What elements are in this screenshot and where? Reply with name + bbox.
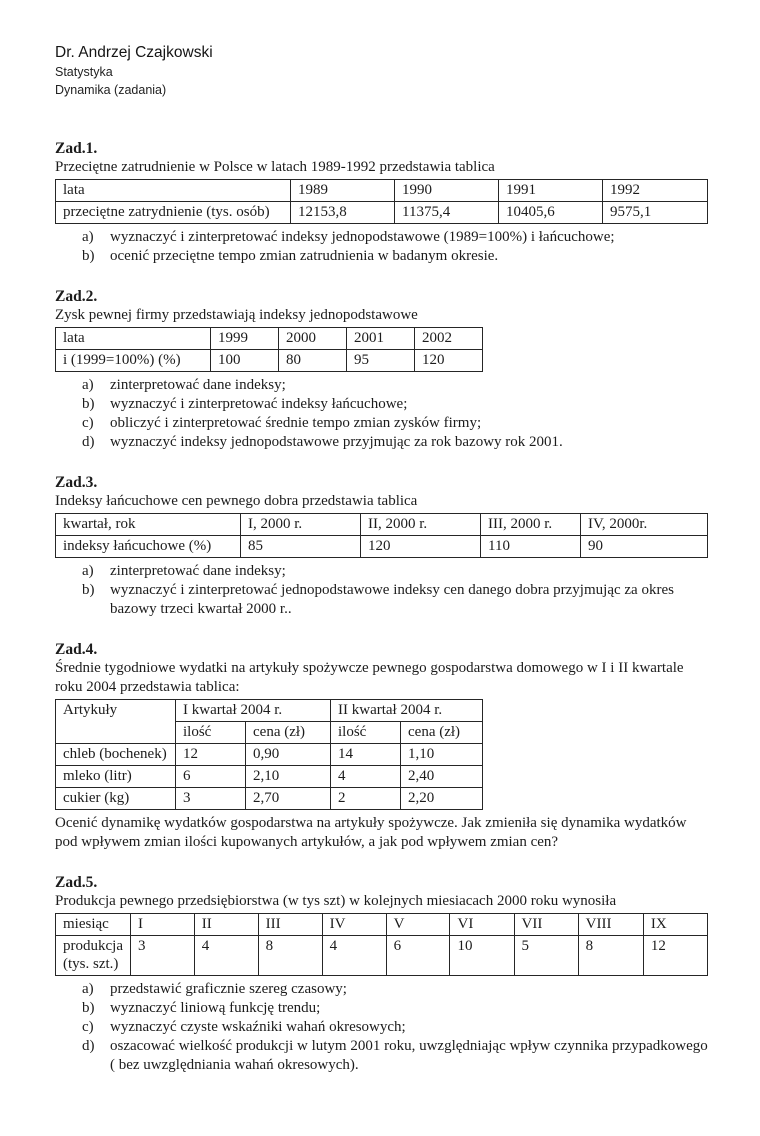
task-title: Zad.3. [55, 474, 98, 491]
table-cell: 12153,8 [291, 202, 395, 224]
table-header-cell: I [130, 914, 194, 936]
task-section-4 [55, 640, 708, 852]
list-item-text: wyznaczyć i zinterpretować indeksy łańcuchowe; [110, 396, 408, 412]
row-label-line: (tys. szt.) [63, 956, 119, 972]
list-item [82, 395, 708, 414]
task-section-5 [55, 873, 708, 1075]
table-header-cell: VI [450, 914, 514, 936]
list-item-text: wyznaczyć i zinterpretować indeksy jednopodstawowe (1989=100%) i łańcuchowe; [110, 229, 615, 245]
table-header-cell: 1989 [291, 180, 395, 202]
task4-table [55, 699, 483, 810]
table-cell: 4 [331, 766, 401, 788]
table-cell: 8 [258, 936, 322, 976]
list-item [82, 247, 708, 266]
table-header-cell: II [194, 914, 258, 936]
list-item [82, 581, 708, 619]
list-item [82, 999, 708, 1018]
table-header-cell: ilość [331, 722, 401, 744]
list-marker: d) [82, 434, 95, 450]
list-item [82, 376, 708, 395]
table-cell: 10405,6 [499, 202, 603, 224]
table-cell: 9575,1 [603, 202, 708, 224]
list-item-text: przedstawić graficznie szereg czasowy; [110, 981, 347, 997]
table-cell: 5 [514, 936, 578, 976]
table-cell: 2 [331, 788, 401, 810]
task-list [55, 228, 708, 266]
task5-table [55, 913, 708, 976]
list-marker: b) [82, 248, 95, 264]
table-cell: 6 [176, 766, 246, 788]
list-marker: b) [82, 1000, 95, 1016]
table-cell: 95 [347, 350, 415, 372]
table-header-cell: 2000 [279, 328, 347, 350]
table-header-cell: 1992 [603, 180, 708, 202]
table-cell: 2,70 [246, 788, 331, 810]
topic-line: Dynamika (zadania) [55, 83, 167, 97]
table-header-cell: ilość [176, 722, 246, 744]
table-row [56, 788, 483, 810]
table-cell: 6 [386, 936, 450, 976]
table-cell: i (1999=100%) (%) [56, 350, 211, 372]
table-row [56, 328, 483, 350]
table-cell: 120 [361, 536, 481, 558]
table-header-cell: III [258, 914, 322, 936]
table-cell: 3 [176, 788, 246, 810]
table-header-cell: kwartał, rok [56, 514, 241, 536]
table-row [56, 936, 708, 976]
table-header-cell: IX [643, 914, 707, 936]
table-cell: 2,40 [401, 766, 483, 788]
table-row-label [56, 936, 131, 976]
table-cell: przeciętne zatrydnienie (tys. osób) [56, 202, 291, 224]
table-row [56, 202, 708, 224]
table-cell: 8 [578, 936, 643, 976]
task-title: Zad.2. [55, 288, 98, 305]
table-cell: indeksy łańcuchowe (%) [56, 536, 241, 558]
task-list [55, 376, 708, 452]
table-row [56, 536, 708, 558]
list-item [82, 562, 708, 581]
row-label-line: produkcja [63, 938, 123, 954]
table-cell: 80 [279, 350, 347, 372]
table-header-cell: VII [514, 914, 578, 936]
table-cell: 0,90 [246, 744, 331, 766]
table-cell: mleko (litr) [56, 766, 176, 788]
table-cell: 4 [322, 936, 386, 976]
list-item [82, 228, 708, 247]
list-item-text: wyznaczyć i zinterpretować jednopodstawowe indeksy cen danego dobra przyjmując za okres bazowy trzeci kwartał 2000 r.. [110, 582, 674, 617]
table-row [56, 180, 708, 202]
task-title: Zad.1. [55, 140, 98, 157]
table-header-cell: IV [322, 914, 386, 936]
table-cell: 1,10 [401, 744, 483, 766]
table-header-cell: cena (zł) [246, 722, 331, 744]
table-header-cell: Artykuły [56, 700, 176, 744]
table-cell: cukier (kg) [56, 788, 176, 810]
list-marker: c) [82, 415, 94, 431]
list-item [82, 980, 708, 999]
list-marker: c) [82, 1019, 94, 1035]
table-header-cell: II kwartał 2004 r. [331, 700, 483, 722]
list-item-text: oszacować wielkość produkcji w lutym 2001 roku, uwzględniając wpływ czynnika przypadkowego ( bez uwzględniania wahań okresowych). [110, 1038, 708, 1073]
task-section-2 [55, 287, 708, 452]
task-section-3 [55, 473, 708, 619]
task-intro: Przeciętne zatrudnienie w Polsce w latach 1989-1992 przedstawia tablica [55, 159, 495, 175]
table-row [56, 514, 708, 536]
table-header-cell: III, 2000 r. [481, 514, 581, 536]
task-intro: Indeksy łańcuchowe cen pewnego dobra przedstawia tablica [55, 493, 418, 509]
list-marker: b) [82, 396, 95, 412]
table-cell: 2,10 [246, 766, 331, 788]
list-item [82, 414, 708, 433]
list-item-text: ocenić przeciętne tempo zmian zatrudnienia w badanym okresie. [110, 248, 499, 264]
table-header-cell: miesiąc [56, 914, 131, 936]
table-header-cell: 1999 [211, 328, 279, 350]
task1-table [55, 179, 708, 224]
table-cell: 4 [194, 936, 258, 976]
author-line: Dr. Andrzej Czajkowski [55, 44, 213, 61]
table-header-cell: 2001 [347, 328, 415, 350]
list-marker: a) [82, 981, 94, 997]
table-row [56, 700, 483, 722]
task-list [55, 980, 708, 1075]
table-cell: 110 [481, 536, 581, 558]
table-cell: 120 [415, 350, 483, 372]
list-item-text: zinterpretować dane indeksy; [110, 563, 286, 579]
table-header-cell: lata [56, 180, 291, 202]
task-title: Zad.4. [55, 641, 98, 658]
list-marker: b) [82, 582, 95, 598]
table-cell: 2,20 [401, 788, 483, 810]
document-header [55, 42, 708, 99]
task-intro: Produkcja pewnego przedsiębiorstwa (w tys szt) w kolejnych miesiacach 2000 roku wynosiła [55, 893, 617, 909]
table-cell: 100 [211, 350, 279, 372]
table-cell: 14 [331, 744, 401, 766]
task2-table [55, 327, 483, 372]
list-item-text: wyznaczyć indeksy jednopodstawowe przyjmując za rok bazowy rok 2001. [110, 434, 563, 450]
task-section-1 [55, 139, 708, 266]
table-header-cell: IV, 2000r. [581, 514, 708, 536]
list-item-text: obliczyć i zinterpretować średnie tempo zmian zysków firmy; [110, 415, 482, 431]
list-item [82, 1018, 708, 1037]
table-header-cell: cena (zł) [401, 722, 483, 744]
list-item-text: wyznaczyć liniową funkcję trendu; [110, 1000, 321, 1016]
list-marker: a) [82, 229, 94, 245]
list-item-text: zinterpretować dane indeksy; [110, 377, 286, 393]
task-list [55, 562, 708, 619]
table-header-cell: II, 2000 r. [361, 514, 481, 536]
task-outro: Ocenić dynamikę wydatków gospodarstwa na artykuły spożywcze. Jak zmieniła się dynamika wydatków pod wpływem zmian ilości kupowanych artykułów, a jak pod wpływem zmian cen? [55, 815, 687, 850]
table-header-cell: 1991 [499, 180, 603, 202]
table-cell: 90 [581, 536, 708, 558]
table-cell: 3 [130, 936, 194, 976]
table-header-cell: 2002 [415, 328, 483, 350]
table-header-cell: I kwartał 2004 r. [176, 700, 331, 722]
task-intro: Zysk pewnej firmy przedstawiają indeksy jednopodstawowe [55, 307, 418, 323]
table-header-cell: VIII [578, 914, 643, 936]
list-marker: a) [82, 377, 94, 393]
table-cell: 85 [241, 536, 361, 558]
task-title: Zad.5. [55, 874, 98, 891]
list-item [82, 433, 708, 452]
table-row [56, 914, 708, 936]
table-cell: 11375,4 [395, 202, 499, 224]
list-marker: a) [82, 563, 94, 579]
table-cell: chleb (bochenek) [56, 744, 176, 766]
table-row [56, 350, 483, 372]
table-row [56, 744, 483, 766]
list-marker: d) [82, 1038, 95, 1054]
table-row [56, 766, 483, 788]
list-item-text: wyznaczyć czyste wskaźniki wahań okresowych; [110, 1019, 406, 1035]
table-header-cell: V [386, 914, 450, 936]
table-cell: 10 [450, 936, 514, 976]
table-header-cell: I, 2000 r. [241, 514, 361, 536]
table-cell: 12 [176, 744, 246, 766]
task3-table [55, 513, 708, 558]
table-header-cell: lata [56, 328, 211, 350]
table-cell: 12 [643, 936, 707, 976]
course-line: Statystyka [55, 65, 113, 79]
list-item [82, 1037, 708, 1075]
table-header-cell: 1990 [395, 180, 499, 202]
task-intro: Średnie tygodniowe wydatki na artykuły spożywcze pewnego gospodarstwa domowego w I i II kwartale roku 2004 przedstawia tablica: [55, 660, 684, 695]
